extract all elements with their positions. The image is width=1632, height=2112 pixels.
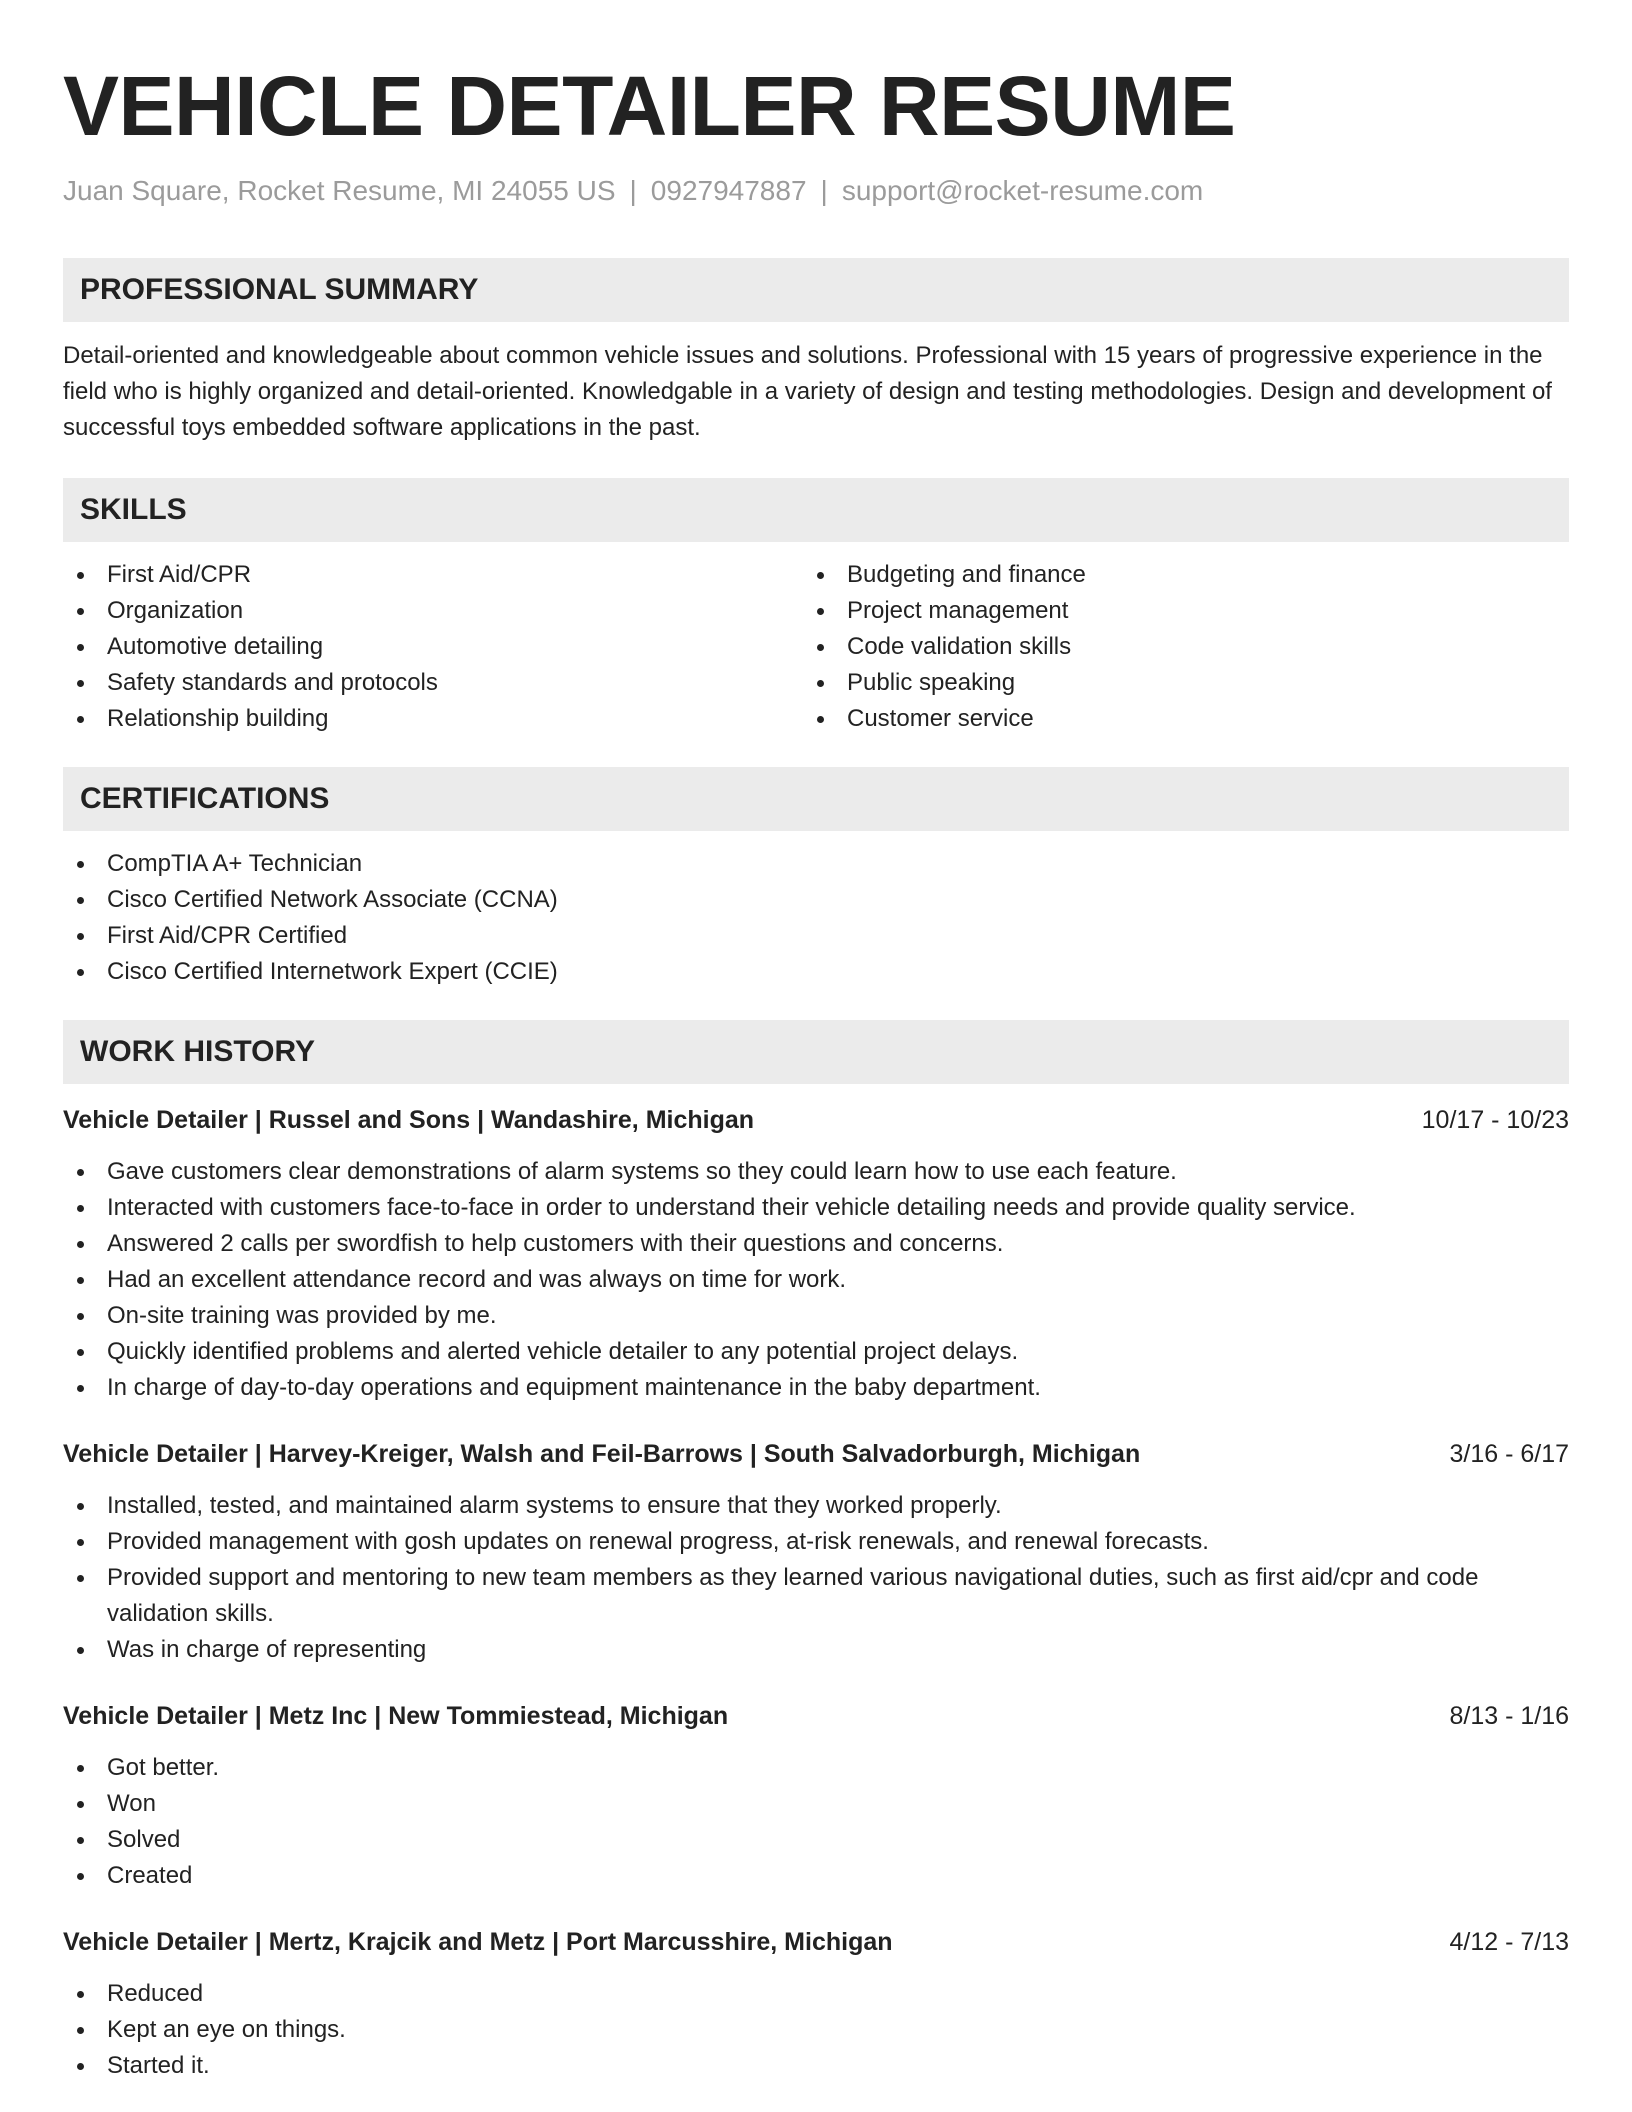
job-bullet: Kept an eye on things. (63, 2012, 1569, 2048)
skills-columns (63, 557, 1569, 737)
job-bullets (63, 1488, 1569, 1668)
contact-separator: | (629, 175, 637, 206)
job-bullet: Reduced (63, 1976, 1569, 2012)
job-bullet: Quickly identified problems and alerted vehicle detailer to any potential project delays. (63, 1334, 1569, 1370)
skill-item: Budgeting and finance (803, 557, 1543, 593)
skill-item: Relationship building (63, 701, 803, 737)
skills-list-left (63, 557, 803, 737)
job-title: Vehicle Detailer | Harvey-Kreiger, Walsh and Feil-Barrows | South Salvadorburgh, Michigan (63, 1439, 1141, 1468)
skill-item: Automotive detailing (63, 629, 803, 665)
job-title-row (63, 1436, 1569, 1472)
section-header-summary: PROFESSIONAL SUMMARY (63, 258, 1569, 322)
job-entry (63, 1102, 1569, 1406)
job-bullet: Won (63, 1786, 1569, 1822)
resume-title: VEHICLE DETAILER RESUME (63, 59, 1236, 153)
job-dates: 8/13 - 1/16 (1449, 1701, 1569, 1730)
job-title: Vehicle Detailer | Metz Inc | New Tommiestead, Michigan (63, 1701, 729, 1730)
job-entry (63, 1924, 1569, 2084)
job-bullets (63, 1154, 1569, 1406)
job-title-row (63, 1924, 1569, 1960)
job-bullet: Had an excellent attendance record and was always on time for work. (63, 1262, 1569, 1298)
job-dates: 4/12 - 7/13 (1449, 1927, 1569, 1956)
job-title: Vehicle Detailer | Mertz, Krajcik and Metz | Port Marcusshire, Michigan (63, 1927, 893, 1956)
job-bullet: Was in charge of representing (63, 1632, 1569, 1668)
skill-item: Safety standards and protocols (63, 665, 803, 701)
section-header-certifications: CERTIFICATIONS (63, 767, 1569, 831)
skill-item: Customer service (803, 701, 1543, 737)
contact-address: Juan Square, Rocket Resume, MI 24055 US (63, 175, 616, 206)
job-title: Vehicle Detailer | Russel and Sons | Wandashire, Michigan (63, 1105, 755, 1134)
section-header-work-history: WORK HISTORY (63, 1020, 1569, 1084)
job-title-row (63, 1698, 1569, 1734)
job-bullets (63, 1750, 1569, 1894)
job-bullet: Gave customers clear demonstrations of alarm systems so they could learn how to use each feature. (63, 1154, 1569, 1190)
contact-line (63, 174, 1569, 208)
skills-list-right (803, 557, 1543, 737)
job-bullet: On-site training was provided by me. (63, 1298, 1569, 1334)
summary-text: Detail-oriented and knowledgeable about common vehicle issues and solutions. Professional with 15 years of progressive experience in the field who is highly organized and detail-oriented. Knowledgable in a variety of design and testing methodologies. Design and development of successful toys embedded software applications in the past. (63, 341, 1552, 441)
certification-item: Cisco Certified Network Associate (CCNA) (63, 882, 1569, 918)
job-bullet: Answered 2 calls per swordfish to help customers with their questions and concerns. (63, 1226, 1569, 1262)
certification-item: Cisco Certified Internetwork Expert (CCIE) (63, 954, 1569, 990)
job-bullet: Interacted with customers face-to-face in order to understand their vehicle detailing needs and provide quality service. (63, 1190, 1569, 1226)
job-bullet: Provided support and mentoring to new team members as they learned various navigational duties, such as first aid/cpr and code validation skills. (63, 1560, 1569, 1632)
job-title-row (63, 1102, 1569, 1138)
skill-item: Code validation skills (803, 629, 1543, 665)
contact-phone: 0927947887 (650, 175, 807, 206)
section-header-skills: SKILLS (63, 478, 1569, 542)
job-dates: 10/17 - 10/23 (1421, 1105, 1569, 1134)
skill-item: Public speaking (803, 665, 1543, 701)
job-bullet: Provided management with gosh updates on renewal progress, at-risk renewals, and renewal forecasts. (63, 1524, 1569, 1560)
job-entry (63, 1698, 1569, 1894)
skill-item: Project management (803, 593, 1543, 629)
job-bullet: Got better. (63, 1750, 1569, 1786)
skill-item: First Aid/CPR (63, 557, 803, 593)
certification-item: CompTIA A+ Technician (63, 846, 1569, 882)
job-bullet: Created (63, 1858, 1569, 1894)
job-bullet: Installed, tested, and maintained alarm systems to ensure that they worked properly. (63, 1488, 1569, 1524)
contact-separator: | (820, 175, 828, 206)
job-bullet: In charge of day-to-day operations and equipment maintenance in the baby department. (63, 1370, 1569, 1406)
job-entry (63, 1436, 1569, 1668)
job-bullet: Started it. (63, 2048, 1569, 2084)
job-bullet: Solved (63, 1822, 1569, 1858)
job-dates: 3/16 - 6/17 (1449, 1439, 1569, 1468)
certifications-list (63, 846, 1569, 990)
skill-item: Organization (63, 593, 803, 629)
job-bullets (63, 1976, 1569, 2084)
certification-item: First Aid/CPR Certified (63, 918, 1569, 954)
contact-email: support@rocket-resume.com (841, 175, 1204, 206)
